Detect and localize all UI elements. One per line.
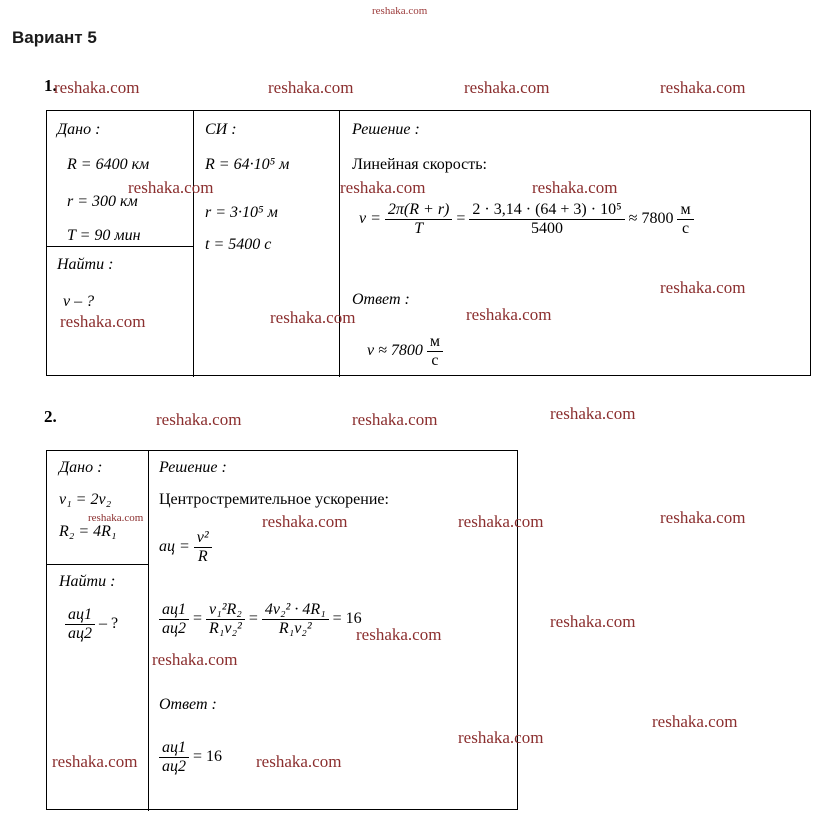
given-label-2: Дано :	[59, 459, 103, 476]
watermark: reshaka.com	[652, 712, 738, 731]
watermark: reshaka.com	[532, 178, 618, 197]
ratio-left-den-2: aц2	[162, 619, 186, 637]
answer-unit-num-1: м	[427, 333, 443, 352]
ratio-mid-2	[206, 601, 245, 638]
formula-1	[359, 201, 694, 238]
formula-num-1: 2π(R + r)	[385, 201, 452, 220]
watermark: reshaka.com	[464, 78, 550, 97]
watermark: reshaka.com	[268, 78, 354, 97]
ratio-chain-2	[159, 601, 362, 638]
watermark: reshaka.com	[458, 728, 544, 747]
find-fraction-2	[65, 606, 95, 643]
accel-num-2: v²	[194, 529, 212, 548]
watermark: reshaka.com	[88, 512, 144, 524]
answer-2	[159, 739, 222, 776]
solution-label-1: Решение :	[352, 121, 420, 138]
watermark: reshaka.com	[372, 5, 428, 17]
watermark: reshaka.com	[466, 305, 552, 324]
watermark: reshaka.com	[152, 650, 238, 669]
answer-fraction-2	[159, 739, 189, 776]
given-label-1: Дано :	[57, 121, 101, 138]
answer-unit-1	[427, 333, 443, 370]
ratio-right-num-2: 4v₂² · 4R₁	[262, 601, 329, 620]
watermark: reshaka.com	[660, 508, 746, 527]
find-label-2: Найти :	[59, 573, 116, 590]
answer-value-1: v ≈ 7800	[367, 342, 423, 360]
given-item-1-1: r = 300 км	[67, 193, 138, 210]
ratio-mid-num-2: v₁²R₂	[206, 601, 245, 620]
solution-title-1: Линейная скорость:	[352, 156, 487, 173]
find-num-2: aц1	[65, 606, 95, 625]
formula-lead: v =	[359, 210, 381, 228]
find-den-2: aц2	[68, 624, 92, 642]
answer-value-2: = 16	[193, 748, 223, 766]
watermark: reshaka.com	[156, 410, 242, 429]
watermark: reshaka.com	[60, 312, 146, 331]
problem-2-number: 2.	[44, 407, 57, 426]
si-item-1-0: R = 64·10⁵ м	[205, 156, 290, 173]
answer-label-2: Ответ :	[159, 696, 217, 713]
watermark: reshaka.com	[660, 278, 746, 297]
ratio-eq3-2: = 16	[332, 610, 362, 628]
answer-unit-den-1: с	[431, 351, 439, 369]
watermark: reshaka.com	[52, 752, 138, 771]
find-suffix-2: – ?	[99, 615, 119, 633]
given-item-1-0: R = 6400 км	[67, 156, 150, 173]
ratio-mid-den-2: R₁v₂²	[209, 619, 242, 637]
solution-label-2: Решение :	[159, 459, 227, 476]
formula-approx-1: ≈ 7800	[628, 210, 674, 228]
table2-hline-1	[47, 564, 148, 565]
answer-den-2: aц2	[162, 757, 186, 775]
formula-unit-num-1: м	[677, 201, 693, 220]
find-value-1: v – ?	[63, 293, 95, 310]
table1-hline-1	[47, 246, 193, 247]
ratio-eq2-2: =	[248, 610, 258, 628]
formula-fraction-2	[469, 201, 624, 238]
find-value-2	[65, 606, 118, 643]
solution-title-2: Центростремительное ускорение:	[159, 491, 389, 508]
ratio-right-den-2: R₁v₂²	[278, 619, 312, 637]
si-item-1-1: r = 3·10⁵ м	[205, 204, 278, 221]
watermark: reshaka.com	[550, 404, 636, 423]
given-item-1-2: T = 90 мин	[67, 227, 141, 244]
formula-unit-1	[677, 201, 693, 238]
watermark: reshaka.com	[262, 512, 348, 531]
watermark: reshaka.com	[356, 625, 442, 644]
answer-num-2: aц1	[159, 739, 189, 758]
watermark: reshaka.com	[458, 512, 544, 531]
watermark: reshaka.com	[550, 612, 636, 631]
watermark: reshaka.com	[256, 752, 342, 771]
problem-1-table	[46, 110, 811, 376]
answer-label-1: Ответ :	[352, 291, 410, 308]
watermark: reshaka.com	[270, 308, 356, 327]
find-label-1: Найти :	[57, 256, 114, 273]
formula-unit-den-1: с	[681, 219, 690, 237]
watermark: reshaka.com	[54, 78, 140, 97]
given-item-2-1: R₂ = 4R₁	[59, 523, 117, 540]
watermark: reshaka.com	[340, 178, 426, 197]
si-label-1: СИ :	[205, 121, 237, 138]
accel-formula-2	[159, 529, 212, 566]
ratio-left-2	[159, 601, 189, 638]
page-title: Вариант 5	[12, 28, 97, 47]
accel-lead-2: aц =	[159, 538, 190, 556]
formula-den-1: T	[414, 219, 424, 237]
problem-1-number: 1.	[44, 76, 57, 95]
table1-vline-1	[193, 111, 194, 377]
formula-eq-1: =	[456, 210, 466, 228]
answer-1	[367, 333, 443, 370]
formula-num-2: 2 · 3,14 · (64 + 3) · 10⁵	[469, 201, 624, 220]
si-item-1-2: t = 5400 с	[205, 236, 272, 253]
watermark: reshaka.com	[352, 410, 438, 429]
given-item-2-0: v₁ = 2v₂	[59, 491, 112, 508]
watermark: reshaka.com	[660, 78, 746, 97]
problem-2-table	[46, 450, 518, 810]
ratio-left-num-2: aц1	[159, 601, 189, 620]
ratio-right-2	[262, 601, 329, 638]
accel-den-2: R	[197, 547, 208, 565]
ratio-eq1-2: =	[193, 610, 203, 628]
table1-vline-2	[339, 111, 340, 377]
formula-fraction-1	[385, 201, 452, 238]
table2-vline-1	[148, 451, 149, 811]
formula-den-2: 5400	[531, 219, 564, 237]
accel-fraction-2	[194, 529, 212, 566]
watermark: reshaka.com	[128, 178, 214, 197]
